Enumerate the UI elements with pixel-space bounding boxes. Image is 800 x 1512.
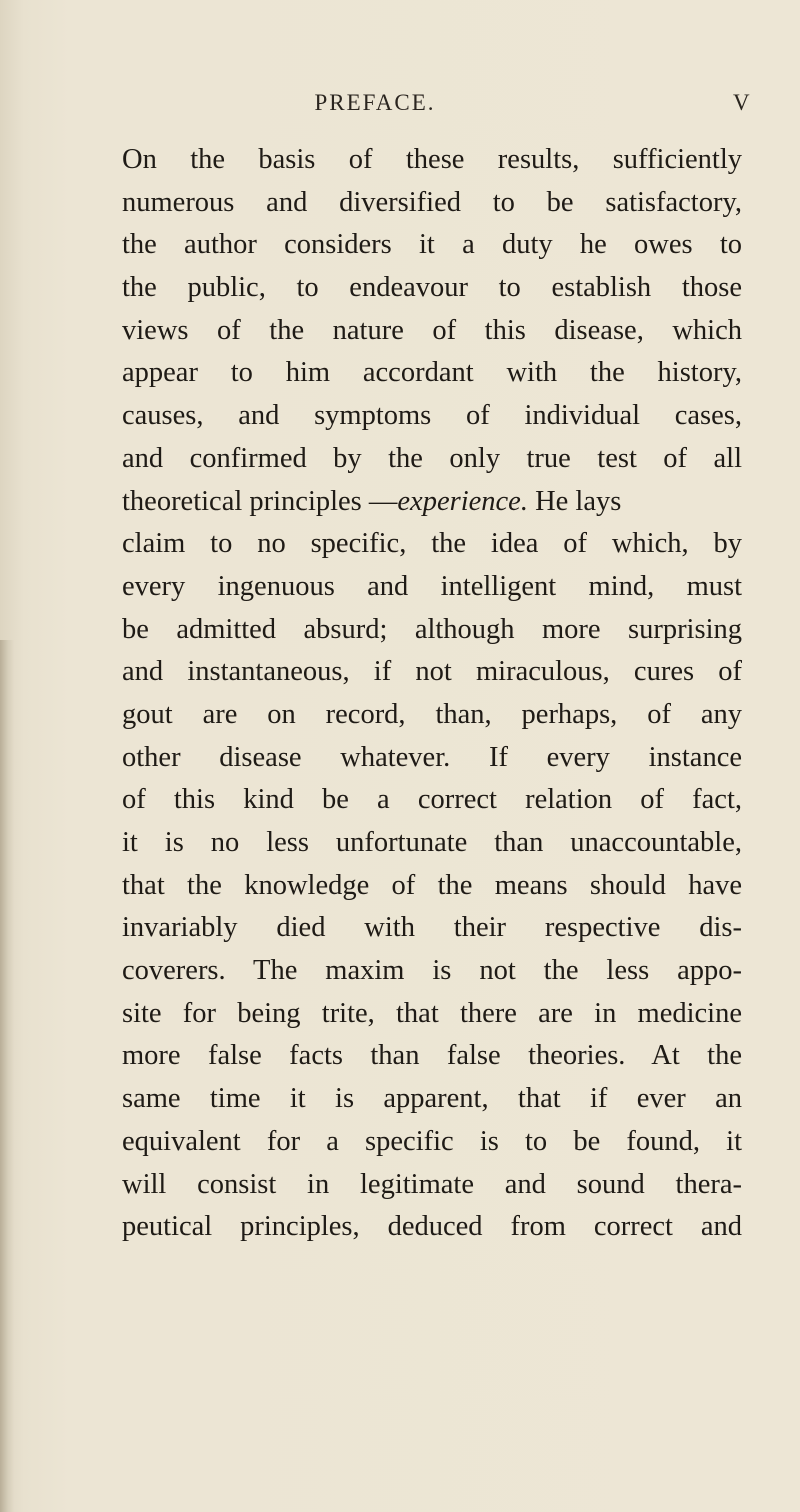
text-line: and confirmed by the only true test of all <box>122 442 742 474</box>
text-line <box>122 481 742 524</box>
text-line: views of the nature of this disease, which <box>122 314 742 346</box>
running-head <box>0 90 800 124</box>
text-segment: theoretical principles — <box>122 485 398 517</box>
text-line: site for being trite, that there are in medicine <box>122 997 742 1029</box>
text-line: claim to no specific, the idea of which, by <box>122 528 742 560</box>
text-line: other disease whatever. If every instance <box>122 741 742 773</box>
text-line: the public, to endeavour to establish those <box>122 272 742 304</box>
text-line: equivalent for a specific is to be found, it <box>122 1125 742 1157</box>
text-line: numerous and diversified to be satisfactory, <box>122 186 742 218</box>
running-head-title: PREFACE. <box>314 90 436 115</box>
text-line: peutical principles, deduced from correct and <box>122 1211 742 1243</box>
text-line: causes, and symptoms of individual cases, <box>122 400 742 432</box>
text-line: appear to him accordant with the history, <box>122 357 742 389</box>
text-line: gout are on record, than, perhaps, of any <box>122 698 742 730</box>
page-number: V <box>733 90 750 115</box>
gutter-shadow <box>0 640 14 1512</box>
text-segment: He lays <box>527 485 622 517</box>
text-line: of this kind be a correct relation of fact, <box>122 784 742 816</box>
text-line: it is no less unfortunate than unaccountable, <box>122 827 742 858</box>
text-line: invariably died with their respective dis- <box>122 912 742 944</box>
text-line: every ingenuous and intelligent mind, must <box>122 570 742 602</box>
text-line: same time it is apparent, that if ever an <box>122 1083 742 1115</box>
emphasis-experience: experience. <box>397 485 528 517</box>
text-line: and instantaneous, if not miraculous, cures of <box>122 656 742 688</box>
body-paragraph <box>122 139 742 1249</box>
text-line: more false facts than false theories. At the <box>122 1040 742 1072</box>
text-line: the author considers it a duty he owes to <box>122 229 742 261</box>
text-line: coverers. The maxim is not the less appo- <box>122 955 742 987</box>
text-line: that the knowledge of the means should have <box>122 869 742 901</box>
text-line: will consist in legitimate and sound thera- <box>122 1168 742 1200</box>
text-line: On the basis of these results, sufficiently <box>122 144 742 175</box>
text-line: be admitted absurd; although more surprising <box>122 613 742 645</box>
